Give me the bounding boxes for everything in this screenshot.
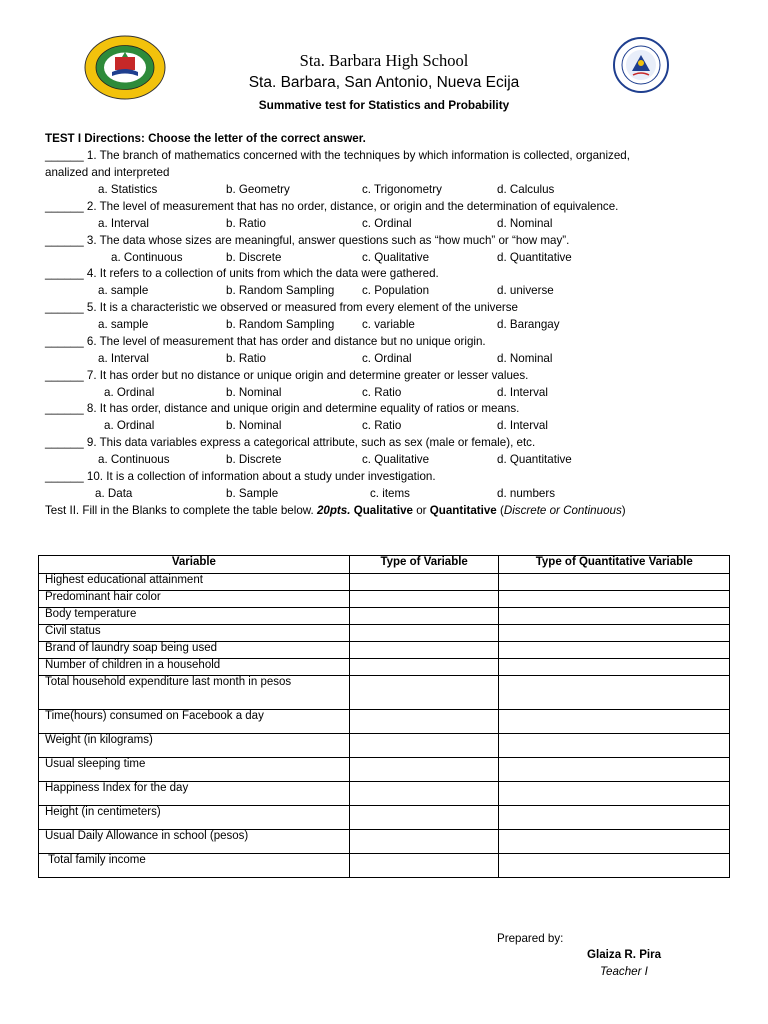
variable-cell: Weight (in kilograms) — [39, 734, 350, 758]
choice-1-b: b. Geometry — [226, 183, 290, 196]
table-row — [39, 830, 730, 854]
col-type-of-variable: Type of Variable — [349, 556, 499, 574]
test2-intro: Test II. Fill in the Blanks to complete the table below. — [45, 504, 317, 517]
type-of-variable-cell[interactable] — [349, 782, 499, 806]
table-row — [39, 806, 730, 830]
variable-cell: Number of children in a household — [39, 659, 350, 676]
choice-8-c: c. Ratio — [362, 419, 402, 432]
question-3: ______ 3. The data whose sizes are meaningful, answer questions such as “how much” or “how may”. — [45, 234, 570, 247]
choice-10-c: c. items — [370, 487, 410, 500]
choice-2-d: d. Nominal — [497, 217, 553, 230]
choice-2-b: b. Ratio — [226, 217, 266, 230]
choice-3-c: c. Qualitative — [362, 251, 430, 264]
choice-4-d: d. universe — [497, 284, 554, 297]
choice-10-b: b. Sample — [226, 487, 279, 500]
type-of-quantitative-cell[interactable] — [499, 625, 730, 642]
type-of-quantitative-cell[interactable] — [499, 734, 730, 758]
question-5: ______ 5. It is a characteristic we observed or measured from every element of the universe — [45, 301, 519, 314]
question-7: ______ 7. It has order but no distance or unique origin and determine greater or lesser values. — [45, 369, 529, 382]
variable-cell: Body temperature — [39, 608, 350, 625]
teacher-position: Teacher I — [600, 965, 648, 978]
question-1: ______ 1. The branch of mathematics concerned with the techniques by which information is collected, organized, — [45, 149, 630, 162]
choice-3-b: b. Discrete — [226, 251, 282, 264]
variable-cell: Highest educational attainment — [39, 574, 350, 591]
type-of-quantitative-cell[interactable] — [499, 591, 730, 608]
choice-5-d: d. Barangay — [497, 318, 560, 331]
choice-1-a: a. Statistics — [98, 183, 158, 196]
variable-cell: Total family income — [39, 854, 350, 878]
question-4: ______ 4. It refers to a collection of units from which the data were gathered. — [45, 267, 439, 280]
discrete-continuous-label: Discrete or Continuous — [503, 504, 622, 517]
school-name: Sta. Barbara High School — [299, 51, 469, 70]
type-of-variable-cell[interactable] — [349, 830, 499, 854]
type-of-quantitative-cell[interactable] — [499, 854, 730, 878]
choice-1-d: d. Calculus — [497, 183, 555, 196]
choice-2-c: c. Ordinal — [362, 217, 412, 230]
choice-3-d: d. Quantitative — [497, 251, 572, 264]
variable-cell: Usual sleeping time — [39, 758, 350, 782]
choice-2-a: a. Interval — [98, 217, 149, 230]
question-9: ______ 9. This data variables express a categorical attribute, such as sex (male or female), etc. — [45, 436, 536, 449]
question-2: ______ 2. The level of measurement that has no order, distance, or origin and the determination of equivalence. — [45, 200, 619, 213]
type-of-variable-cell[interactable] — [349, 625, 499, 642]
type-of-variable-cell[interactable] — [349, 734, 499, 758]
quantitative-label: Quantitative — [429, 504, 497, 517]
table-row — [39, 710, 730, 734]
table-row — [39, 642, 730, 659]
teacher-name: Glaiza R. Pira — [587, 948, 662, 961]
or-text: or — [412, 504, 430, 517]
choice-9-b: b. Discrete — [226, 453, 282, 466]
table-row — [39, 659, 730, 676]
choice-5-c: c. variable — [362, 318, 415, 331]
type-of-quantitative-cell[interactable] — [499, 642, 730, 659]
table-row — [39, 574, 730, 591]
choice-8-a: a. Ordinal — [104, 419, 155, 432]
type-of-variable-cell[interactable] — [349, 676, 499, 710]
choice-8-d: d. Interval — [497, 419, 548, 432]
type-of-variable-cell[interactable] — [349, 659, 499, 676]
choice-7-c: c. Ratio — [362, 386, 402, 399]
type-of-quantitative-cell[interactable] — [499, 830, 730, 854]
type-of-variable-cell[interactable] — [349, 710, 499, 734]
prepared-by-label: Prepared by: — [497, 932, 564, 945]
table-row — [39, 608, 730, 625]
choice-6-a: a. Interval — [98, 352, 149, 365]
question-8: ______ 8. It has order, distance and unique origin and determine equality of ratios or means. — [45, 402, 520, 415]
test1-directions: TEST I Directions: Choose the letter of the correct answer. — [45, 132, 366, 145]
type-of-quantitative-cell[interactable] — [499, 758, 730, 782]
choice-9-a: a. Continuous — [98, 453, 170, 466]
choice-4-b: b. Random Sampling — [226, 284, 335, 297]
type-of-quantitative-cell[interactable] — [499, 710, 730, 734]
variable-cell: Predominant hair color — [39, 591, 350, 608]
question-10: ______ 10. It is a collection of information about a study under investigation. — [45, 470, 436, 483]
type-of-variable-cell[interactable] — [349, 591, 499, 608]
question-1-continued: analized and interpreted — [45, 166, 170, 179]
type-of-variable-cell[interactable] — [349, 854, 499, 878]
type-of-quantitative-cell[interactable] — [499, 608, 730, 625]
table-row — [39, 734, 730, 758]
variable-cell: Height (in centimeters) — [39, 806, 350, 830]
choice-7-b: b. Nominal — [226, 386, 282, 399]
choice-9-d: d. Quantitative — [497, 453, 572, 466]
type-of-quantitative-cell[interactable] — [499, 782, 730, 806]
variables-table — [38, 555, 730, 878]
variable-cell: Brand of laundry soap being used — [39, 642, 350, 659]
table-row — [39, 854, 730, 878]
test2-instructions — [45, 504, 626, 517]
table-row — [39, 591, 730, 608]
paren-open: ( — [496, 504, 504, 517]
table-row — [39, 782, 730, 806]
choice-5-a: a. sample — [98, 318, 149, 331]
choice-6-b: b. Ratio — [226, 352, 266, 365]
type-of-quantitative-cell[interactable] — [499, 659, 730, 676]
choice-3-a: a. Continuous — [111, 251, 183, 264]
variable-cell: Civil status — [39, 625, 350, 642]
choice-6-c: c. Ordinal — [362, 352, 412, 365]
type-of-variable-cell[interactable] — [349, 574, 499, 591]
choice-9-c: c. Qualitative — [362, 453, 430, 466]
col-type-of-quantitative-variable: Type of Quantitative Variable — [499, 556, 730, 574]
choice-4-c: c. Population — [362, 284, 430, 297]
table-row — [39, 758, 730, 782]
table-row — [39, 676, 730, 710]
type-of-variable-cell[interactable] — [349, 608, 499, 625]
variable-cell: Total household expenditure last month in pesos — [39, 676, 350, 710]
type-of-variable-cell[interactable] — [349, 642, 499, 659]
type-of-quantitative-cell[interactable] — [499, 574, 730, 591]
choice-7-d: d. Interval — [497, 386, 548, 399]
choice-8-b: b. Nominal — [226, 419, 282, 432]
test-title: Summative test for Statistics and Probability — [258, 98, 510, 112]
choice-4-a: a. sample — [98, 284, 149, 297]
variable-cell: Usual Daily Allowance in school (pesos) — [39, 830, 350, 854]
type-of-variable-cell[interactable] — [349, 758, 499, 782]
choice-7-a: a. Ordinal — [104, 386, 155, 399]
test2-points: 20pts. — [316, 504, 351, 517]
qualitative-label: Qualitative — [353, 504, 413, 517]
paren-close: ) — [621, 504, 626, 517]
table-header-row — [39, 556, 730, 574]
question-6: ______ 6. The level of measurement that has order and distance but no unique origin. — [45, 335, 486, 348]
choice-10-d: d. numbers — [497, 487, 555, 500]
school-address: Sta. Barbara, San Antonio, Nueva Ecija — [248, 74, 520, 91]
col-variable: Variable — [39, 556, 350, 574]
type-of-variable-cell[interactable] — [349, 806, 499, 830]
type-of-quantitative-cell[interactable] — [499, 676, 730, 710]
choice-6-d: d. Nominal — [497, 352, 553, 365]
variable-cell: Happiness Index for the day — [39, 782, 350, 806]
table-row — [39, 625, 730, 642]
variable-cell: Time(hours) consumed on Facebook a day — [39, 710, 350, 734]
choice-10-a: a. Data — [95, 487, 133, 500]
choice-5-b: b. Random Sampling — [226, 318, 335, 331]
choice-1-c: c. Trigonometry — [362, 183, 442, 196]
type-of-quantitative-cell[interactable] — [499, 806, 730, 830]
